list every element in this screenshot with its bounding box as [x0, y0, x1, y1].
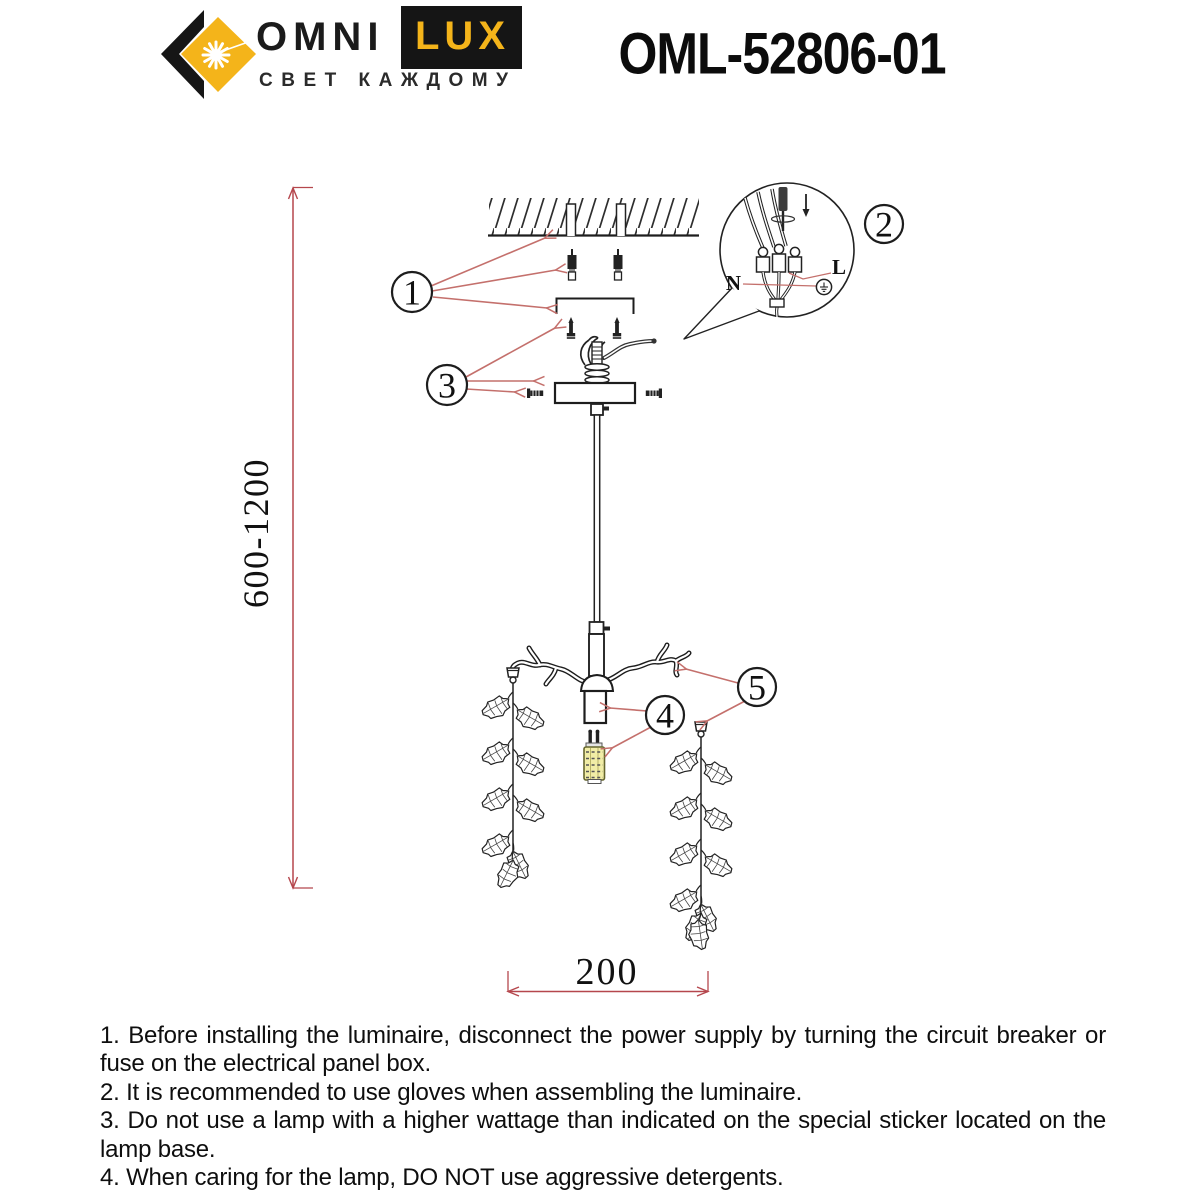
height-dimension — [236, 188, 313, 889]
svg-text:5: 5 — [748, 667, 766, 708]
ground-symbol-icon — [816, 279, 831, 294]
leaf-strand-left — [479, 668, 547, 892]
instruction-1: 1. Before installing the luminaire, disconnect the power supply by turning the circuit breaker or fuse on the electrical panel box. — [100, 1022, 1106, 1078]
instruction-3: 3. Do not use a lamp with a higher wattage than indicated on the special sticker located on the lamp base. — [100, 1107, 1106, 1163]
dim-height-label: 600-1200 — [236, 458, 276, 608]
leaf-strand-right — [667, 722, 735, 951]
instruction-4: 4. When caring for the lamp, DO NOT use aggressive detergents. — [100, 1164, 784, 1192]
ceiling-canopy — [555, 383, 635, 403]
brand-tagline: СВЕТ КАЖДОМУ — [259, 70, 517, 91]
instruction-2: 2. It is recommended to use gloves when assembling the luminaire. — [100, 1078, 803, 1106]
svg-text:3: 3 — [438, 365, 456, 406]
brand-word-omni: OMNI — [256, 15, 385, 59]
ceiling-drill-hole — [617, 204, 626, 236]
g9-bulb — [584, 730, 605, 784]
ceiling-drill-hole — [567, 204, 576, 236]
width-dimension — [508, 951, 708, 996]
neutral-label: N — [725, 271, 741, 295]
model-number: OML-52806-01 — [618, 21, 946, 87]
svg-text:4: 4 — [656, 695, 674, 736]
line-label: L — [832, 255, 847, 279]
callout-5 — [738, 668, 776, 708]
terminal-block — [757, 244, 802, 272]
mounting-bracket — [557, 299, 634, 315]
wiring-detail-bubble — [684, 183, 854, 339]
mains-cable — [604, 338, 657, 358]
brand-word-lux: LUX — [415, 14, 510, 58]
wall-anchors — [568, 249, 623, 280]
svg-text:1: 1 — [403, 272, 421, 313]
callout-2 — [865, 205, 903, 245]
callout-1 — [392, 272, 432, 313]
callout-3 — [427, 365, 467, 406]
callout-leader-arrows — [431, 238, 745, 748]
dim-width-label: 200 — [575, 951, 639, 993]
callout-4 — [646, 696, 684, 736]
mounting-screws — [567, 317, 621, 338]
svg-text:2: 2 — [875, 204, 893, 245]
lamp-socket — [585, 691, 607, 723]
ceiling-hatch — [488, 198, 699, 236]
suspension-rod — [589, 404, 610, 676]
instructions — [100, 1022, 1106, 1192]
